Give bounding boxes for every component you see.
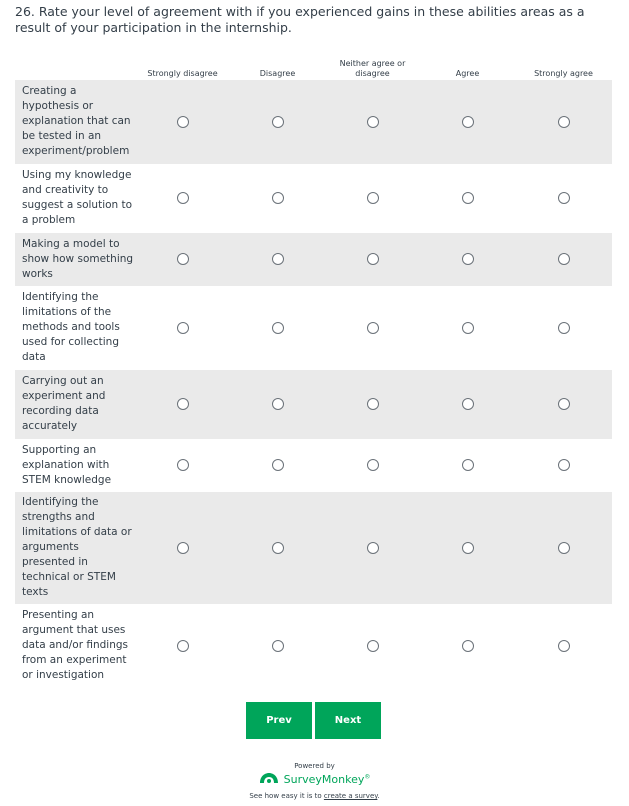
radio-strongly-agree[interactable] — [558, 459, 570, 471]
column-header: Strongly agree — [534, 69, 593, 78]
radio-disagree[interactable] — [272, 398, 284, 410]
create-survey-link[interactable]: create a survey — [323, 792, 378, 800]
radio-agree[interactable] — [462, 398, 474, 410]
radio-agree[interactable] — [462, 542, 474, 554]
row-label: Identifying the strengths and limitations of data or arguments presented in technical or STEM texts — [15, 492, 135, 604]
surveymonkey-logo-icon — [259, 772, 279, 787]
matrix-row — [15, 80, 612, 164]
radio-strongly-agree[interactable] — [558, 116, 570, 128]
radio-neither[interactable] — [367, 542, 379, 554]
matrix-header — [15, 52, 612, 80]
question-title: 26. Rate your level of agreement with if you experienced gains in these abilities areas as a result of your participation in the internship. — [15, 4, 585, 35]
matrix-row — [15, 370, 612, 439]
radio-disagree[interactable] — [272, 253, 284, 265]
column-header: Neither agree or disagree — [339, 59, 406, 78]
radio-strongly-agree[interactable] — [558, 192, 570, 204]
footer-tagline: See how easy it is to create a survey. — [249, 792, 380, 800]
radio-agree[interactable] — [462, 253, 474, 265]
column-header: Agree — [455, 69, 480, 78]
rating-matrix — [15, 52, 612, 688]
radio-strongly-disagree[interactable] — [177, 640, 189, 652]
radio-strongly-disagree[interactable] — [177, 253, 189, 265]
radio-neither[interactable] — [367, 116, 379, 128]
row-label: Presenting an argument that uses data and/or findings from an experiment or investigation — [22, 609, 128, 681]
row-label: Making a model to show how something works — [15, 233, 135, 286]
radio-disagree[interactable] — [272, 322, 284, 334]
prev-button[interactable]: Prev — [246, 702, 312, 739]
radio-strongly-disagree[interactable] — [177, 459, 189, 471]
row-label-header — [15, 52, 135, 80]
radio-strongly-agree[interactable] — [558, 542, 570, 554]
radio-agree[interactable] — [462, 322, 474, 334]
brand-name: SurveyMonkey® — [283, 773, 371, 786]
radio-strongly-agree[interactable] — [558, 322, 570, 334]
row-label: Creating a hypothesis or explanation that can be tested in an experiment/problem — [15, 80, 135, 164]
radio-agree[interactable] — [462, 459, 474, 471]
radio-neither[interactable] — [367, 459, 379, 471]
radio-disagree[interactable] — [272, 459, 284, 471]
radio-strongly-disagree[interactable] — [177, 322, 189, 334]
row-label: Identifying the limitations of the methods and tools used for collecting data — [22, 291, 120, 363]
matrix-row — [15, 492, 612, 604]
matrix-row — [15, 286, 612, 370]
radio-strongly-agree[interactable] — [558, 398, 570, 410]
matrix-row — [15, 439, 612, 492]
row-label: Carrying out an experiment and recording data accurately — [15, 370, 135, 439]
radio-disagree[interactable] — [272, 542, 284, 554]
row-label: Supporting an explanation with STEM knowledge — [22, 443, 112, 486]
radio-disagree[interactable] — [272, 192, 284, 204]
radio-neither[interactable] — [367, 398, 379, 410]
matrix-row — [15, 164, 612, 233]
radio-agree[interactable] — [462, 640, 474, 652]
radio-strongly-agree[interactable] — [558, 253, 570, 265]
radio-strongly-disagree[interactable] — [177, 116, 189, 128]
matrix-row — [15, 604, 612, 688]
row-label: Using my knowledge and creativity to suggest a solution to a problem — [22, 169, 133, 226]
radio-disagree[interactable] — [272, 640, 284, 652]
radio-neither[interactable] — [367, 253, 379, 265]
radio-neither[interactable] — [367, 640, 379, 652]
radio-strongly-disagree[interactable] — [177, 542, 189, 554]
matrix-row — [15, 233, 612, 286]
surveymonkey-brand[interactable] — [0, 772, 629, 787]
radio-strongly-agree[interactable] — [558, 640, 570, 652]
radio-neither[interactable] — [367, 192, 379, 204]
radio-strongly-disagree[interactable] — [177, 192, 189, 204]
next-button[interactable]: Next — [315, 702, 381, 739]
radio-agree[interactable] — [462, 116, 474, 128]
radio-neither[interactable] — [367, 322, 379, 334]
radio-agree[interactable] — [462, 192, 474, 204]
powered-by-text: Powered by — [294, 762, 335, 770]
column-header: Strongly disagree — [147, 69, 218, 78]
column-header: Disagree — [259, 69, 296, 78]
radio-strongly-disagree[interactable] — [177, 398, 189, 410]
radio-disagree[interactable] — [272, 116, 284, 128]
